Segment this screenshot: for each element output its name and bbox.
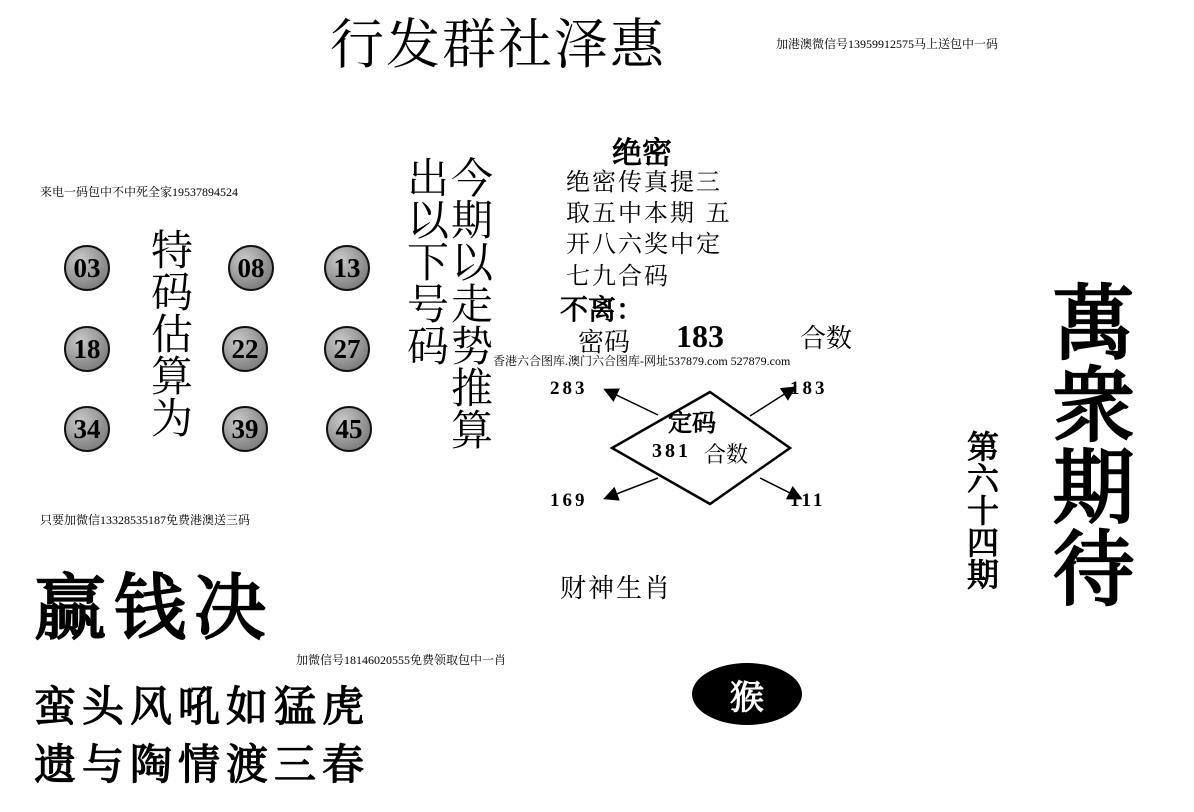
ball-3: 13 xyxy=(324,245,370,291)
diamond-top-right: 183 xyxy=(790,378,828,399)
ball-4: 18 xyxy=(64,326,110,372)
zodiac-label: 财神生肖 xyxy=(560,574,673,604)
code-label: 密码 xyxy=(578,328,631,358)
secret-line-1: 绝密传真提三 xyxy=(566,168,722,196)
buli-label: 不离： xyxy=(560,293,645,326)
ad-call: 来电一码包中不中死全家19537894524 xyxy=(40,185,239,199)
trend-text-col2: 出以下号码 xyxy=(401,156,450,366)
site-url: 香港六合图库.澳门六合图库-网址537879.com 527879.com xyxy=(493,354,791,368)
ball-9: 45 xyxy=(326,406,372,452)
poem-line-2: 遗与陶情渡三春 xyxy=(34,740,371,789)
diamond-bottom-right: 111 xyxy=(790,490,826,511)
diamond-center-value: 381 xyxy=(652,440,691,462)
ad-wechat-left: 只要加微信13328535187免费港澳送三码 xyxy=(40,513,251,527)
trend-text-col1: 今期以走势推算 xyxy=(445,156,494,450)
big-wish-text: 萬衆期待 xyxy=(1039,280,1135,608)
page-title: 行发群社泽惠 xyxy=(330,13,666,76)
diamond-center-title: 定码 xyxy=(668,409,716,437)
diamond-center-suffix: 合数 xyxy=(704,443,749,468)
ad-wechat-bottom: 加微信号18146020555免费领取包中一肖 xyxy=(296,653,507,667)
sum-label: 合数 xyxy=(800,324,853,354)
ad-top-right: 加港澳微信号13959912575马上送包中一码 xyxy=(776,37,999,51)
secret-line-3: 开八六奖中定 xyxy=(566,230,722,258)
diamond-bottom-left: 169 xyxy=(550,490,588,511)
secret-line-2: 取五中本期 五 xyxy=(566,199,732,227)
secret-line-4: 七九合码 xyxy=(566,262,670,290)
ball-5: 22 xyxy=(222,326,268,372)
ball-6: 27 xyxy=(324,326,370,372)
issue-number: 第六十四期 xyxy=(962,430,1000,590)
arrow-bottom-left xyxy=(606,478,658,498)
poem-line-1: 蛮头风吼如猛虎 xyxy=(34,682,371,731)
diamond-top-left: 283 xyxy=(550,378,588,399)
zodiac-answer-badge: 猴 xyxy=(692,663,802,725)
arrow-top-right xyxy=(750,388,794,416)
code-value: 183 xyxy=(676,318,724,354)
ball-8: 39 xyxy=(222,406,268,452)
ball-1: 03 xyxy=(64,245,110,291)
ball-7: 34 xyxy=(64,406,110,452)
secret-heading: 绝密 xyxy=(612,136,672,171)
arrow-top-left xyxy=(606,390,658,415)
special-estimate-text: 特码估算为 xyxy=(145,228,194,438)
win-title: 赢钱决 xyxy=(34,565,275,650)
ball-2: 08 xyxy=(228,245,274,291)
